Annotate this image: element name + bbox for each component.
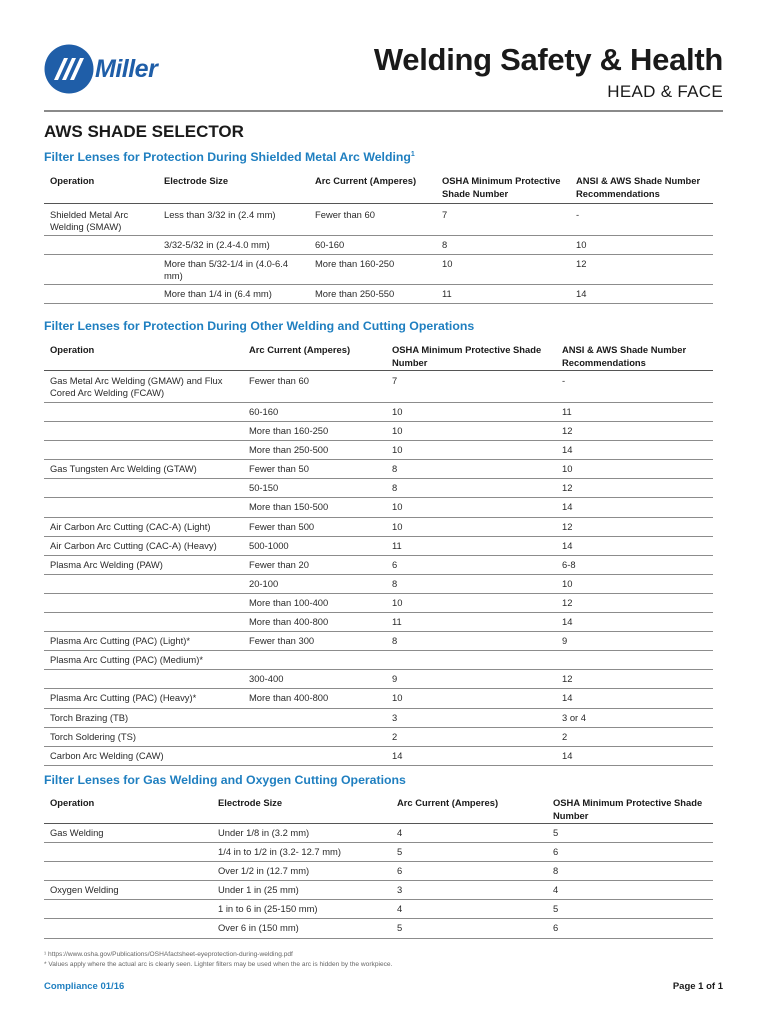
table-cell: 14 [386,746,556,765]
table-cell [44,670,243,689]
table-cell: Fewer than 300 [243,632,386,651]
table-cell: 20-100 [243,574,386,593]
table-cell: 3 [386,708,556,727]
table-cell: 11 [436,285,570,304]
column-header: Operation [44,794,212,824]
table-cell: Fewer than 50 [243,460,386,479]
table-cell: 10 [386,422,556,441]
table-cell [44,422,243,441]
table-cell [44,900,212,919]
table-cell [243,746,386,765]
table-row [44,498,713,517]
column-header: ANSI & AWS Shade Number Recommendations [556,342,713,371]
table-cell: 14 [556,746,713,765]
table-cell: Over 6 in (150 mm) [212,919,391,938]
table-cell: Fewer than 60 [243,371,386,403]
table-cell: 12 [556,517,713,536]
table1-heading-note: 1 [410,150,415,158]
table-cell: 6 [547,919,713,938]
table-cell [243,651,386,670]
table-cell: Oxygen Welding [44,881,212,900]
column-header: Arc Current (Amperes) [243,342,386,371]
table-cell: Gas Metal Arc Welding (GMAW) and Flux Cored Arc Welding (FCAW) [44,371,243,403]
logo-wordmark: Miller [95,54,158,83]
table-cell: More than 5/32-1/4 in (4.0-6.4 mm) [158,255,309,285]
table-cell: 11 [556,403,713,422]
table-cell: 1 in to 6 in (25-150 mm) [212,900,391,919]
table-cell: More than 100-400 [243,593,386,612]
table-cell: Gas Tungsten Arc Welding (GTAW) [44,460,243,479]
table-row [44,746,713,765]
table-cell: 2 [386,727,556,746]
table-cell: Gas Welding [44,824,212,843]
table-row [44,536,713,555]
table-cell: Air Carbon Arc Cutting (CAC-A) (Heavy) [44,536,243,555]
table-cell [44,574,243,593]
table-row [44,460,713,479]
table-cell: 6 [391,862,547,881]
table-row [44,371,713,403]
table-cell: More than 150-500 [243,498,386,517]
table-cell: 5 [547,824,713,843]
page-subtitle: HEAD & FACE [607,82,723,101]
table-cell: 7 [386,371,556,403]
table-cell: 14 [556,498,713,517]
table-cell: 10 [436,255,570,285]
table-cell: More than 400-800 [243,689,386,708]
other-welding-shade-table [44,342,713,766]
table-cell: 5 [391,843,547,862]
miller-logo [44,44,157,94]
column-header: Arc Current (Amperes) [391,794,547,824]
table-row [44,843,713,862]
page-header [0,0,768,112]
table-cell [556,651,713,670]
table-row [44,862,713,881]
table-cell: 4 [391,900,547,919]
table-cell: Fewer than 60 [309,204,436,236]
table-cell: 300-400 [243,670,386,689]
table-cell: More than 250-500 [243,441,386,460]
table-cell: Plasma Arc Welding (PAW) [44,555,243,574]
table-cell: Torch Brazing (TB) [44,708,243,727]
table-cell [44,441,243,460]
table-cell: 6-8 [556,555,713,574]
table-row [44,900,713,919]
column-header: OSHA Minimum Protective Shade Number [436,172,570,204]
table-cell: Fewer than 20 [243,555,386,574]
table-cell [44,479,243,498]
gas-welding-shade-table [44,794,713,939]
table3-heading: Filter Lenses for Gas Welding and Oxygen Cutting Operations [44,773,406,787]
table-row [44,824,713,843]
table-cell: More than 160-250 [243,422,386,441]
table-cell: Plasma Arc Cutting (PAC) (Medium)* [44,651,243,670]
table-row [44,881,713,900]
table-row [44,236,713,255]
column-header: Electrode Size [212,794,391,824]
table-cell: - [570,204,713,236]
table-cell: 5 [547,900,713,919]
table-row [44,689,713,708]
table-row [44,403,713,422]
table-cell [243,708,386,727]
table-cell: 3 [391,881,547,900]
column-header: Operation [44,342,243,371]
table-cell: Plasma Arc Cutting (PAC) (Light)* [44,632,243,651]
table-cell [44,498,243,517]
table-cell: 14 [556,613,713,632]
table-cell [44,843,212,862]
table-row [44,479,713,498]
table-cell: 9 [556,632,713,651]
table-row [44,574,713,593]
table-row [44,651,713,670]
smaw-shade-table [44,172,713,304]
table-header-row [44,172,713,204]
table1-heading-text: Filter Lenses for Protection During Shielded Metal Arc Welding [44,150,411,164]
column-header: OSHA Minimum Protective Shade Number [547,794,713,824]
table-cell [44,255,158,285]
table-cell: 9 [386,670,556,689]
table-cell: 11 [386,613,556,632]
table-cell: Under 1 in (25 mm) [212,881,391,900]
table-row [44,727,713,746]
table-cell: 8 [386,460,556,479]
table-row [44,555,713,574]
table1-heading [44,150,415,164]
header-divider [44,110,723,112]
table-cell: Under 1/8 in (3.2 mm) [212,824,391,843]
table-cell [44,236,158,255]
page-title: Welding Safety & Health [373,42,723,77]
table-cell: 6 [547,843,713,862]
section-title: AWS SHADE SELECTOR [44,122,244,141]
table-cell: 50-150 [243,479,386,498]
table-cell: - [556,371,713,403]
miller-logo-icon [44,44,94,94]
table-cell [243,727,386,746]
table-cell: 10 [556,460,713,479]
table-cell: 8 [547,862,713,881]
table-row [44,670,713,689]
table-cell: Air Carbon Arc Cutting (CAC-A) (Light) [44,517,243,536]
table-cell: 500-1000 [243,536,386,555]
column-header: Operation [44,172,158,204]
table-cell [44,613,243,632]
column-header: OSHA Minimum Protective Shade Number [386,342,556,371]
table-row [44,204,713,236]
table-row [44,593,713,612]
table-header-row [44,342,713,371]
footnote-source-link: ¹ https://www.osha.gov/Publications/OSHAfactsheet-eyeprotection-during-welding.pdf [44,951,293,958]
table-cell: 1/4 in to 1/2 in (3.2- 12.7 mm) [212,843,391,862]
table-cell: 4 [547,881,713,900]
table-cell: 8 [436,236,570,255]
table-cell: 3/32-5/32 in (2.4-4.0 mm) [158,236,309,255]
column-header: ANSI & AWS Shade Number Recommendations [570,172,713,204]
table-row [44,632,713,651]
table-row [44,285,713,304]
column-header: Electrode Size [158,172,309,204]
table-cell: 14 [556,441,713,460]
table-row [44,613,713,632]
table-cell: More than 250-550 [309,285,436,304]
table-cell: 2 [556,727,713,746]
footnote-asterisk: * Values apply where the actual arc is clearly seen. Lighter filters may be used when the arc is hidden by the workpiece. [44,961,393,968]
table-cell: 12 [556,670,713,689]
table-row [44,255,713,285]
table-cell: Less than 3/32 in (2.4 mm) [158,204,309,236]
table-cell: Carbon Arc Welding (CAW) [44,746,243,765]
table-cell [44,593,243,612]
table-cell [44,919,212,938]
table-cell: 8 [386,479,556,498]
table-cell: 10 [386,441,556,460]
table-row [44,517,713,536]
table-cell: 12 [556,479,713,498]
table-cell: 10 [386,689,556,708]
table-row [44,422,713,441]
table-cell: 11 [386,536,556,555]
table-cell: 8 [386,632,556,651]
table-cell: 60-160 [309,236,436,255]
table-cell: 8 [386,574,556,593]
table-cell: 10 [570,236,713,255]
table-cell: Torch Soldering (TS) [44,727,243,746]
footnotes [44,950,392,970]
table-row [44,708,713,727]
table-cell: 14 [556,536,713,555]
table-cell: More than 160-250 [309,255,436,285]
table-cell: 10 [386,593,556,612]
table-cell: 14 [556,689,713,708]
table-cell [44,862,212,881]
table-cell: 10 [386,517,556,536]
table-cell: 10 [386,403,556,422]
table2-heading: Filter Lenses for Protection During Other Welding and Cutting Operations [44,319,475,333]
table-cell: 60-160 [243,403,386,422]
table-header-row [44,794,713,824]
table-cell: 7 [436,204,570,236]
table-cell: 5 [391,919,547,938]
column-header: Arc Current (Amperes) [309,172,436,204]
table-cell: 12 [570,255,713,285]
table-cell: Shielded Metal Arc Welding (SMAW) [44,204,158,236]
table-cell: Fewer than 500 [243,517,386,536]
table-cell: More than 1/4 in (6.4 mm) [158,285,309,304]
table-cell: 12 [556,593,713,612]
table-row [44,441,713,460]
table-cell: 6 [386,555,556,574]
table-cell: Over 1/2 in (12.7 mm) [212,862,391,881]
table-cell: 10 [556,574,713,593]
table-cell: 10 [386,498,556,517]
table-cell: 12 [556,422,713,441]
table-cell: 14 [570,285,713,304]
table-cell [386,651,556,670]
table-cell [44,403,243,422]
table-row [44,919,713,938]
page-number: Page 1 of 1 [672,981,723,992]
table-cell: 4 [391,824,547,843]
compliance-label: Compliance 01/16 [44,981,125,992]
table-cell [44,285,158,304]
table-cell: More than 400-800 [243,613,386,632]
table-cell: Plasma Arc Cutting (PAC) (Heavy)* [44,689,243,708]
table-cell: 3 or 4 [556,708,713,727]
